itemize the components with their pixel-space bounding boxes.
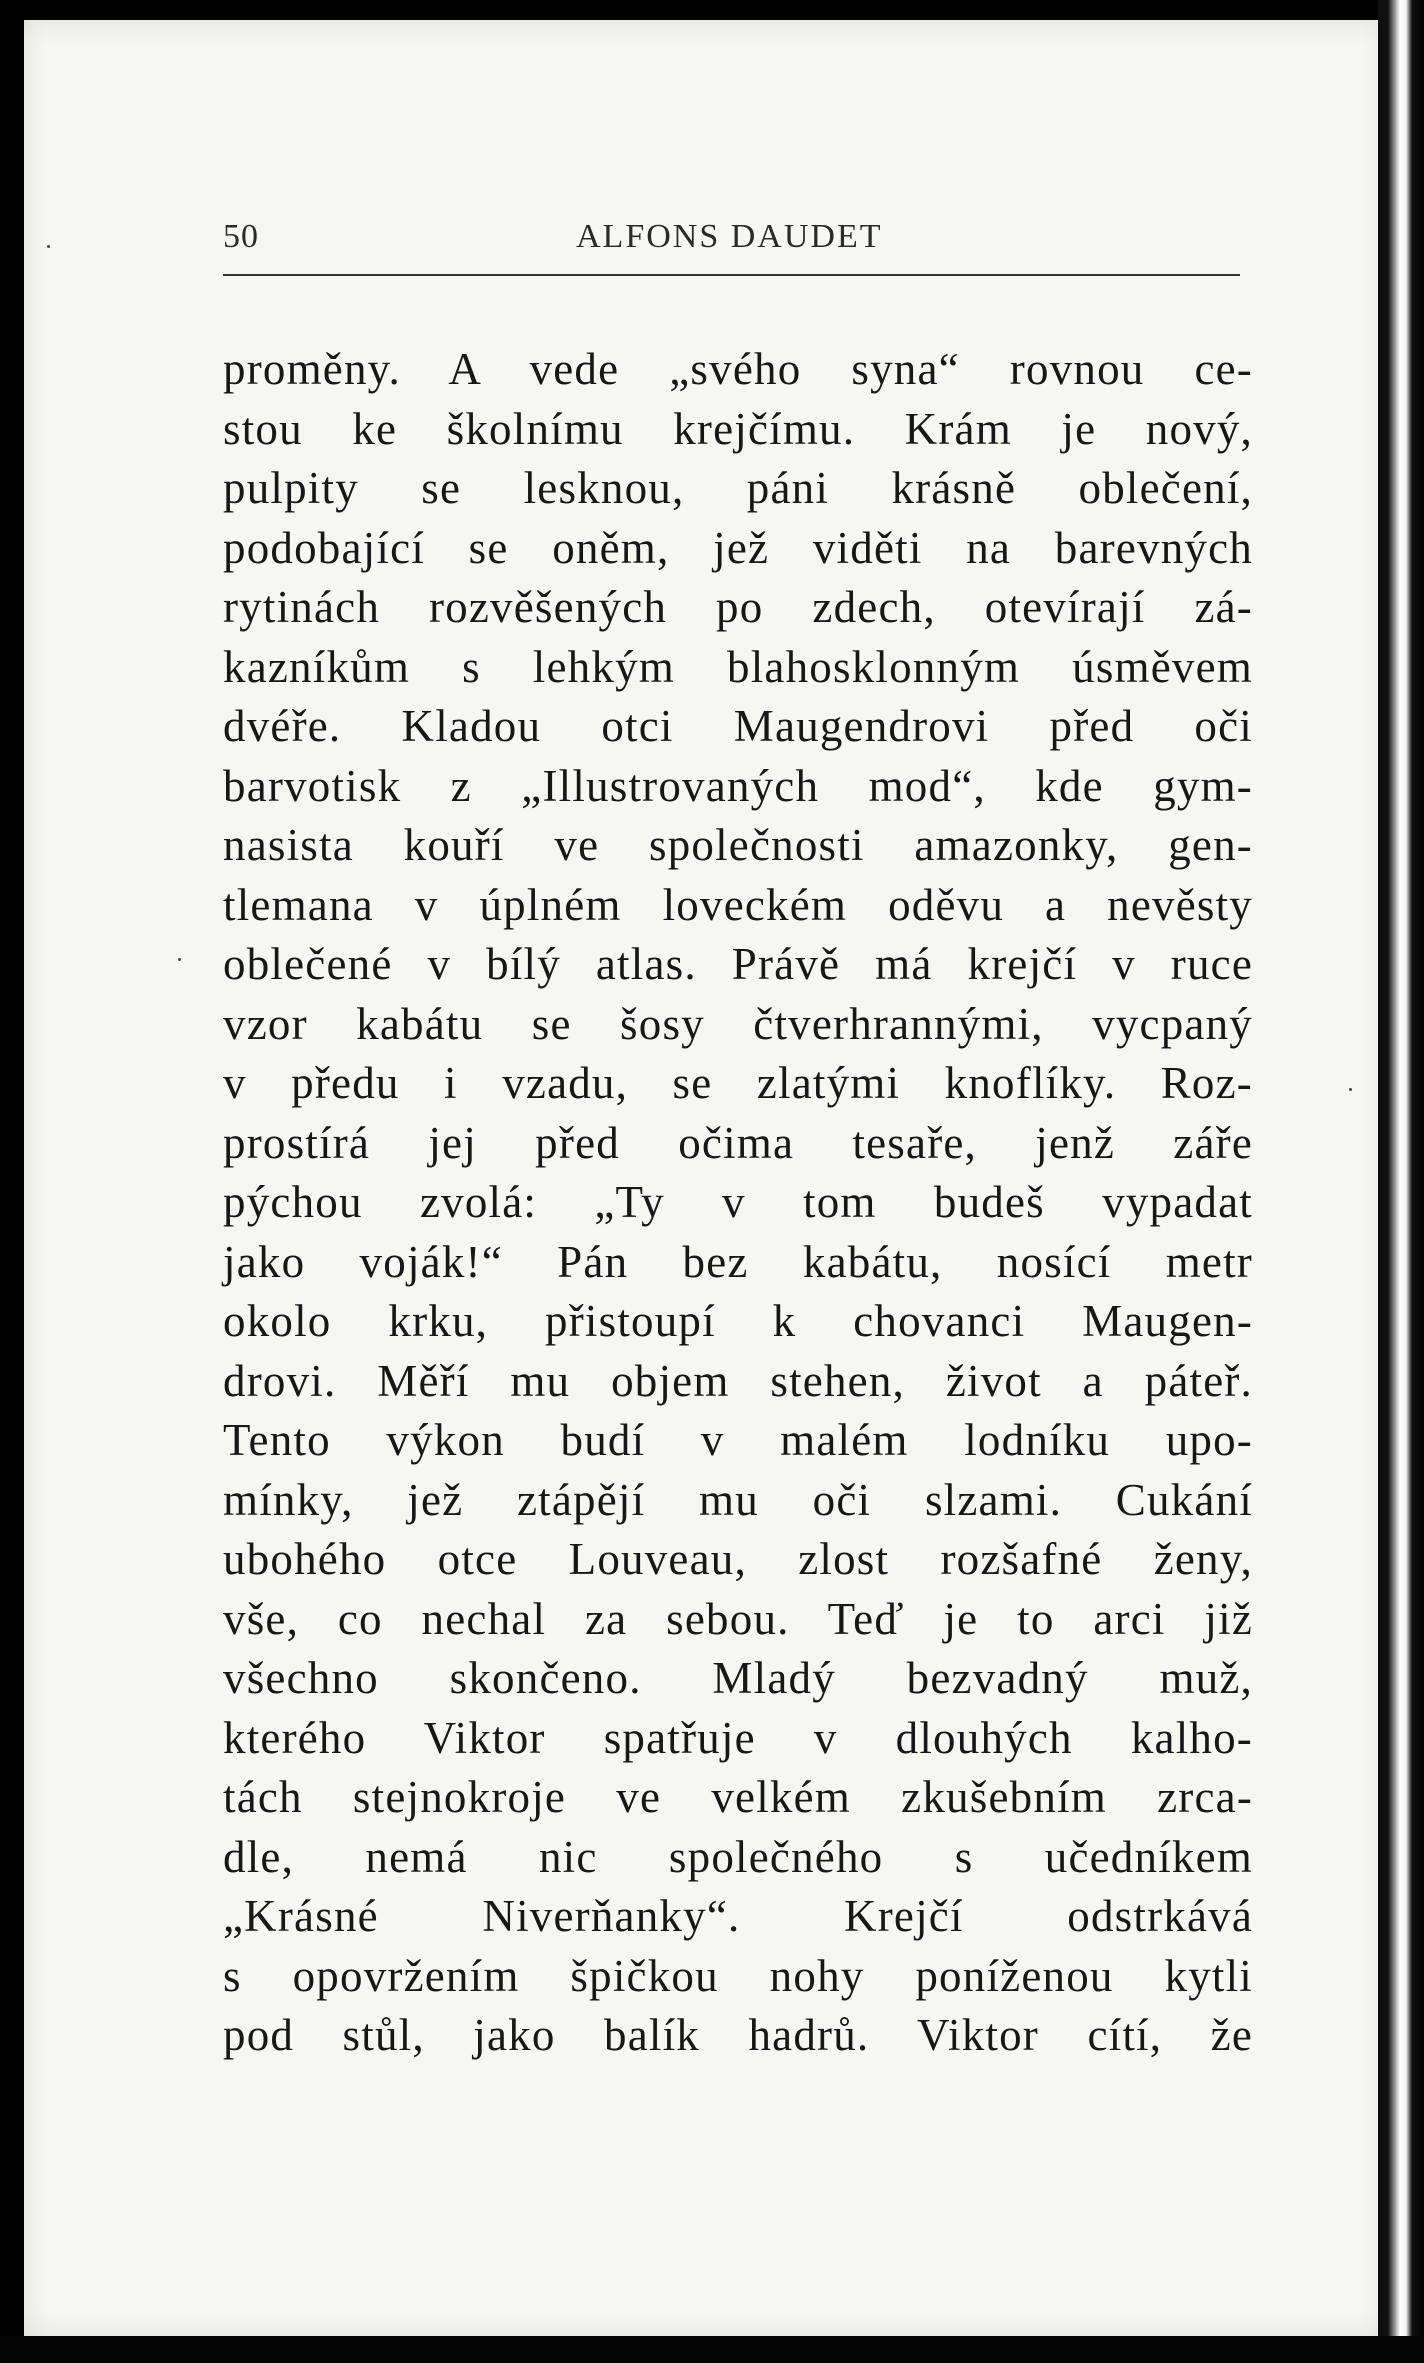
text-line: všechno skončeno. Mladý bezvadný muž, bbox=[223, 1653, 1253, 1703]
text-line: dvéře. Kladou otci Maugendrovi před oči bbox=[223, 701, 1253, 751]
text-line: okolo krku, přistoupí k chovanci Maugen- bbox=[223, 1296, 1253, 1346]
running-title: ALFONS DAUDET bbox=[576, 218, 883, 255]
text-line: pýchou zvolá: „Ty v tom budeš vypadat bbox=[223, 1177, 1253, 1227]
text-line: pulpity se lesknou, páni krásně oblečení, bbox=[223, 463, 1253, 513]
text-line: proměny. A vede „svého syna“ rovnou ce- bbox=[223, 344, 1253, 394]
running-head bbox=[223, 218, 1240, 264]
text-line: tlemana v úplném loveckém oděvu a nevěsty bbox=[223, 879, 1253, 930]
text-line: rytinách rozvěšených po zdech, otevírají zá- bbox=[223, 582, 1253, 632]
text-line: oblečené v bílý atlas. Právě má krejčí v ruce bbox=[223, 939, 1253, 989]
text-line: mínky, jež ztápějí mu oči slzami. Cukání bbox=[223, 1474, 1253, 1525]
text-line: stou ke školnímu krejčímu. Krám je nový, bbox=[223, 403, 1253, 454]
text-line: kazníkům s lehkým blahosklonným úsměvem bbox=[223, 641, 1253, 692]
scan-speck bbox=[178, 958, 181, 961]
text-line: s opovržením špičkou nohy poníženou kytli bbox=[223, 1950, 1253, 2001]
scan-bottom-border bbox=[0, 2336, 1424, 2363]
text-line: v předu i vzadu, se zlatými knoflíky. Roz- bbox=[223, 1058, 1253, 1108]
scan-speck bbox=[47, 245, 50, 248]
text-line: kterého Viktor spatřuje v dlouhých kalho- bbox=[223, 1712, 1253, 1763]
text-line: drovi. Měří mu objem stehen, život a páteř. bbox=[223, 1355, 1253, 1406]
text-line: prostírá jej před očima tesaře, jenž záře bbox=[223, 1117, 1253, 1168]
text-line: vzor kabátu se šosy čtverhrannými, vycpaný bbox=[223, 998, 1253, 1049]
header-rule bbox=[223, 274, 1240, 276]
text-line: nasista kouří ve společnosti amazonky, gen- bbox=[223, 820, 1253, 870]
text-line: podobající se oněm, jež viděti na barevných bbox=[223, 522, 1253, 573]
text-line: jako voják!“ Pán bez kabátu, nosící metr bbox=[223, 1236, 1253, 1287]
text-line: vše, co nechal za sebou. Teď je to arci již bbox=[223, 1593, 1253, 1644]
page-number: 50 bbox=[223, 218, 259, 255]
text-line: Tento výkon budí v malém lodníku upo- bbox=[223, 1415, 1253, 1465]
body-text bbox=[223, 340, 1253, 2066]
text-line: barvotisk z „Illustrovaných mod“, kde gym- bbox=[223, 760, 1253, 811]
text-line: ubohého otce Louveau, zlost rozšafné ženy, bbox=[223, 1534, 1253, 1584]
scan-speck bbox=[1349, 1088, 1352, 1091]
text-line: dle, nemá nic společného s učedníkem bbox=[223, 1831, 1253, 1882]
page-edge-shadow bbox=[1378, 0, 1424, 2363]
text-line: tách stejnokroje ve velkém zkušebním zrca- bbox=[223, 1772, 1253, 1822]
text-line: pod stůl, jako balík hadrů. Viktor cítí, že bbox=[223, 2010, 1253, 2060]
text-line: „Krásné Niverňanky“. Krejčí odstrkává bbox=[223, 1891, 1253, 1941]
